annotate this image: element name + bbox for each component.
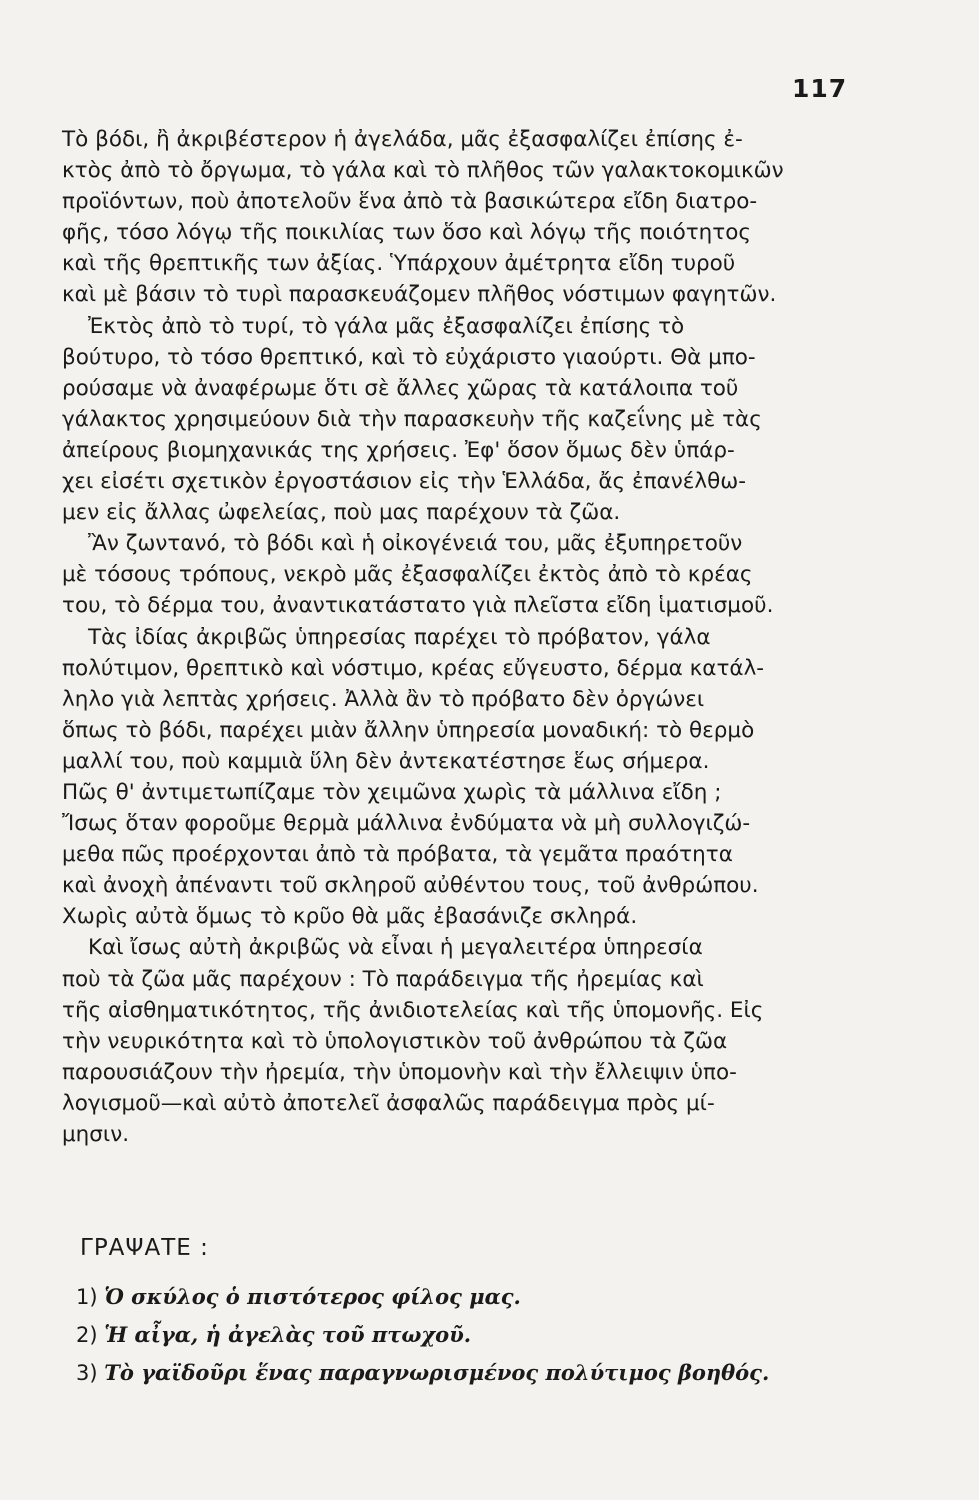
assignment-item: [76, 1354, 769, 1392]
text-line: καὶ μὲ βάσιν τὸ τυρὶ παρασκευάζομεν πλῆθος νόστιμων φαγητῶν.: [62, 282, 777, 308]
text-line: Τὸ βόδι, ἢ ἀκριβέστερον ἡ ἀγελάδα, μᾶς ἐξασφαλίζει ἐπίσης ἐ-: [62, 127, 743, 152]
text-line: μεθα πῶς προέρχονται ἀπὸ τὰ πρόβατα, τὰ γεμᾶτα πραότητα: [62, 842, 733, 868]
assignment-number: 3): [76, 1361, 98, 1385]
assignment-title: Τὸ γαϊδοῦρι ἕνας παραγνωρισμένος πολύτιμος βοηθός.: [104, 1360, 770, 1385]
assignment-number: 1): [76, 1285, 98, 1309]
text-line: Χωρὶς αὐτὰ ὅμως τὸ κρῦο θὰ μᾶς ἐβασάνιζε σκληρά.: [62, 904, 638, 930]
assignment-item: [76, 1278, 769, 1316]
text-line: ρούσαμε νὰ ἀναφέρωμε ὅτι σὲ ἄλλες χῶρας τὰ κατάλοιπα τοῦ: [62, 375, 739, 401]
text-line: τῆς αἰσθηματικότητος, τῆς ἀνιδιοτελείας καὶ τῆς ὑπομονῆς. Εἰς: [62, 997, 764, 1023]
text-line: Ἐκτὸς ἀπὸ τὸ τυρί, τὸ γάλα μᾶς ἐξασφαλίζει ἐπίσης τὸ: [88, 313, 685, 339]
text-line: χει εἰσέτι σχετικὸν ἐργοστάσιον εἰς τὴν Ἑλλάδα, ἄς ἐπανέλθω-: [62, 469, 746, 495]
text-line: λογισμοῦ—καὶ αὐτὸ ἀποτελεῖ ἀσφαλῶς παράδειγμα πρὸς μί-: [62, 1090, 715, 1116]
text-line: καὶ τῆς θρεπτικῆς των ἀξίας. Ὑπάρχουν ἀμέτρητα εἴδη τυροῦ: [62, 251, 736, 277]
assignment-number: 2): [76, 1323, 98, 1347]
text-line: φῆς, τόσο λόγῳ τῆς ποικιλίας των ὅσο καὶ λόγῳ τῆς ποιότητος: [62, 220, 752, 246]
text-line: Ἴσως ὅταν φοροῦμε θερμὰ μάλλινα ἐνδύματα νὰ μὴ συλλογιζώ-: [62, 811, 751, 837]
text-line: ἀπείρους βιομηχανικάς της χρήσεις. Ἐφ' ὅσον ὅμως δὲν ὑπάρ-: [62, 437, 735, 463]
assignment-title: Ὁ σκύλος ὁ πιστότερος φίλος μας.: [104, 1284, 521, 1309]
text-line: πολύτιμον, θρεπτικὸ καὶ νόστιμο, κρέας εὔγευστο, δέρμα κατάλ-: [62, 655, 765, 681]
assignment-heading: ΓΡΑΨΑΤΕ :: [80, 1235, 209, 1261]
text-line: Πῶς θ' ἀντιμετωπίζαμε τὸν χειμῶνα χωρὶς τὰ μάλλινα εἴδη ;: [62, 779, 722, 805]
text-line: Ἂν ζωντανό, τὸ βόδι καὶ ἡ οἰκογένειά του, μᾶς ἐξυπηρετοῦν: [88, 531, 743, 557]
body-text: [62, 124, 882, 1150]
assignment-title: Ἡ αἶγα, ἡ ἀγελὰς τοῦ πτωχοῦ.: [104, 1322, 472, 1347]
text-line: μησιν.: [62, 1122, 130, 1147]
text-line: ὅπως τὸ βόδι, παρέχει μιὰν ἄλλην ὑπηρεσία μοναδική: τὸ θερμὸ: [62, 717, 755, 743]
text-line: του, τὸ δέρμα του, ἀναντικατάστατο γιὰ πλεῖστα εἴδη ἱματισμοῦ.: [62, 593, 774, 619]
text-line: ληλο γιὰ λεπτὰς χρήσεις. Ἀλλὰ ἂν τὸ πρόβατο δὲν ὀργώνει: [62, 686, 705, 712]
assignment-item: [76, 1316, 769, 1354]
text-line: κτὸς ἀπὸ τὸ ὄργωμα, τὸ γάλα καὶ τὸ πλῆθος τῶν γαλακτοκομικῶν: [62, 158, 784, 184]
page-number: 117: [792, 74, 848, 103]
text-line: Τὰς ἰδίας ἀκριβῶς ὑπηρεσίας παρέχει τὸ πρόβατον, γάλα: [88, 624, 711, 650]
text-line: μεν εἰς ἄλλας ὠφελείας, ποὺ μας παρέχουν τὰ ζῶα.: [62, 500, 621, 526]
text-line: τὴν νευρικότητα καὶ τὸ ὑπολογιστικὸν τοῦ ἀνθρώπου τὰ ζῶα: [62, 1028, 728, 1054]
text-line: μαλλί του, ποὺ καμμιὰ ὕλη δὲν ἀντεκατέστησε ἕως σήμερα.: [62, 748, 710, 774]
text-line: ποὺ τὰ ζῶα μᾶς παρέχουν : Τὸ παράδειγμα τῆς ἠρεμίας καὶ: [62, 966, 704, 992]
text-line: μὲ τόσους τρόπους, νεκρὸ μᾶς ἐξασφαλίζει ἐκτὸς ἀπὸ τὸ κρέας: [62, 562, 753, 588]
text-line: παρουσιάζουν τὴν ἠρεμία, τὴν ὑπομονὴν καὶ τὴν ἔλλειψιν ὑπο-: [62, 1059, 737, 1085]
text-line: προϊόντων, ποὺ ἀποτελοῦν ἕνα ἀπὸ τὰ βασικώτερα εἴδη διατρο-: [62, 189, 758, 215]
text-line: Καὶ ἴσως αὐτὴ ἀκριβῶς νὰ εἶναι ἡ μεγαλειτέρα ὑπηρεσία: [88, 935, 703, 961]
assignment-list: [76, 1278, 769, 1392]
text-line: γάλακτος χρησιμεύουν διὰ τὴν παρασκευὴν τῆς καζεΐνης μὲ τὰς: [62, 406, 762, 432]
text-line: βούτυρο, τὸ τόσο θρεπτικό, καὶ τὸ εὐχάριστο γιαούρτι. Θὰ μπο-: [62, 344, 756, 370]
text-line: καὶ ἀνοχὴ ἀπέναντι τοῦ σκληροῦ αὐθέντου τους, τοῦ ἀνθρώπου.: [62, 873, 759, 899]
